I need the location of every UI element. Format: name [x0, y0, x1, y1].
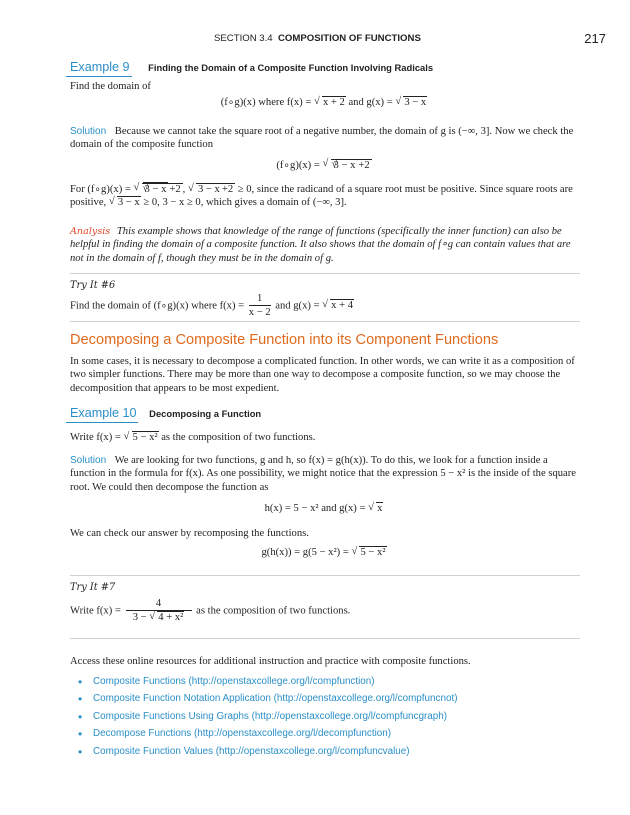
resources-intro: Access these online resources for additional instruction and practice with composite functions. — [70, 656, 471, 667]
composite-formula — [70, 159, 578, 171]
sqrt-x-plus-4 — [322, 299, 354, 312]
decomposition-formula — [70, 503, 578, 514]
radicand: 5 − x² — [360, 547, 386, 558]
analysis-text: This example shows that knowledge of the range of functions (specifically the inner function) can also be helpful in finding the domain of a composite function. It also shows that the domain of f∘g can contain values that are not in the domain of f, though they must be in the domain of g. — [70, 226, 571, 264]
denominator-text: 3 − — [132, 612, 147, 623]
sqrt-x — [368, 503, 383, 514]
radicand: 3 − x — [197, 184, 220, 195]
resource-link[interactable]: • Composite Function Values (http://openstaxcollege.org/l/compfuncvalue) — [78, 746, 457, 763]
radicand: x + 4 — [331, 300, 354, 312]
example-9-formula — [70, 96, 578, 108]
numerator: 1 — [249, 293, 271, 306]
try-it-7-label — [70, 581, 578, 594]
example-10-title: Decomposing a Function — [149, 408, 262, 419]
solution-label: Solution — [70, 455, 107, 466]
example-10-label: Example 10 — [70, 406, 137, 420]
divider — [70, 273, 580, 274]
radicand-tail: +2 — [169, 184, 181, 195]
divider — [70, 321, 580, 322]
formula-mid: and g(x) = — [348, 97, 393, 108]
example-9-solution — [70, 125, 578, 152]
outer-sqrt — [323, 159, 372, 171]
try-it-text: as the composition of two functions. — [196, 605, 351, 617]
solution-text: We are looking for two functions, g and h, so f(x) = g(h(x)). To do this, we look for a function inside a function in the formula for f(x). As one possibility, we might notice that the expression 5 − x² is the inside of the square root. We could then decompose the function as — [70, 455, 576, 493]
solution-text-part: ≥ 0, 3 − x ≥ 0, which gives a domain of (−∞, 3]. — [143, 197, 347, 209]
try-it-label: Try It #7 — [70, 582, 116, 593]
check-text: We can check our answer by recomposing the functions. — [70, 528, 309, 539]
sqrt-5-minus-x2 — [351, 547, 386, 558]
example-10-heading — [70, 406, 261, 420]
try-it-text: and g(x) = — [275, 300, 320, 312]
example-9-title: Finding the Domain of a Composite Function Involving Radicals — [148, 62, 434, 73]
divider — [70, 638, 580, 639]
try-it-7-text — [70, 598, 578, 624]
radicand: 4 + x² — [158, 612, 184, 623]
radicand: x — [377, 503, 383, 514]
sqrt-5-minus-x2 — [124, 431, 159, 444]
recompose-formula — [70, 547, 578, 558]
numerator: 4 — [126, 598, 192, 611]
denominator: x − 2 — [248, 307, 271, 318]
radicand: 5 − x² — [132, 432, 158, 443]
solution-text-part: For (f∘g)(x) = — [70, 184, 131, 195]
section-label: SECTION 3.4 — [214, 33, 273, 44]
example-10-solution — [70, 454, 578, 494]
example-9-heading — [70, 60, 433, 74]
section-heading: Decomposing a Composite Function into its Component Functions — [70, 332, 499, 348]
recompose-text: g(h(x)) = g(5 − x²) = — [261, 547, 349, 558]
resource-link[interactable]: • Composite Functions Using Graphs (http://openstaxcollege.org/l/compfuncgraph) — [78, 711, 457, 728]
prompt-text: Write f(x) = — [70, 432, 121, 443]
sqrt-3-minus-x — [395, 97, 427, 108]
example-10-prompt — [70, 431, 578, 444]
try-it-label: Try It #6 — [70, 280, 116, 291]
resource-link[interactable]: • Composite Functions (http://openstaxcollege.org/l/compfunction) — [78, 676, 457, 693]
solution-text-part: , — [182, 184, 186, 195]
resource-link[interactable]: • Composite Function Notation Application (http://openstaxcollege.org/l/compfuncnot) — [78, 693, 457, 710]
radicand: x + 2 — [322, 97, 345, 108]
try-it-text: Write f(x) = — [70, 605, 121, 617]
radicand-tail: +2 — [358, 160, 370, 171]
example-9-label: Example 9 — [70, 60, 130, 74]
fraction — [126, 598, 192, 624]
sqrt-x-plus-2 — [314, 97, 346, 108]
decomp-text: h(x) = 5 − x² and g(x) = — [264, 503, 366, 514]
sqrt-expr — [188, 183, 235, 196]
radicand: 3 − x — [333, 160, 356, 171]
radicand: 3 − x — [144, 184, 167, 195]
try-it-6-label — [70, 279, 578, 292]
radicand-tail: +2 — [221, 184, 234, 195]
example-10-underline — [66, 422, 138, 423]
fraction — [249, 293, 271, 319]
composite-lead: (f∘g)(x) = — [276, 160, 320, 171]
prompt-text: as the composition of two functions. — [161, 432, 316, 443]
section-title: COMPOSITION OF FUNCTIONS — [278, 33, 421, 44]
formula-lead: (f∘g)(x) where f(x) = — [220, 97, 312, 108]
resources-list — [78, 676, 457, 763]
try-it-6-text — [70, 293, 578, 319]
radicand: 3 − x — [404, 97, 427, 108]
example-9-prompt: Find the domain of — [70, 81, 151, 92]
analysis-label: Analysis — [70, 226, 111, 237]
page-number: 217 — [584, 31, 606, 46]
section-header — [214, 33, 421, 44]
section-intro: In some cases, it is necessary to decompose a complicated function. In other words, we can write it as a composition of two simpler functions. There may be more than one way to decompose a composite function, so we may choose the decomposition that appears to be most expedient. — [70, 356, 575, 394]
divider — [70, 575, 580, 576]
resource-link[interactable]: • Decompose Functions (http://openstaxcollege.org/l/decompfunction) — [78, 728, 457, 745]
solution-text-part: ≥ 0, since the radicand of a square root must be positive. Since square roots are positive, — [70, 184, 573, 209]
try-it-text: Find the domain of (f∘g)(x) where f(x) = — [70, 300, 245, 312]
outer-sqrt — [134, 182, 183, 196]
solution-label: Solution — [70, 126, 107, 137]
example-9-solution-continued — [70, 182, 578, 210]
radicand: 3 − x — [117, 197, 140, 209]
solution-text: Because we cannot take the square root of a negative number, the domain of g is (−∞, 3]. Now we check the domain of the composite function — [70, 126, 574, 151]
analysis-block — [70, 225, 578, 265]
sqrt-4-plus-x2 — [149, 611, 184, 624]
inner-sqrt — [332, 159, 358, 171]
sqrt-3-minus-x — [109, 196, 141, 209]
denominator — [126, 611, 192, 624]
inner-sqrt — [143, 182, 169, 196]
example-9-underline — [66, 76, 132, 77]
